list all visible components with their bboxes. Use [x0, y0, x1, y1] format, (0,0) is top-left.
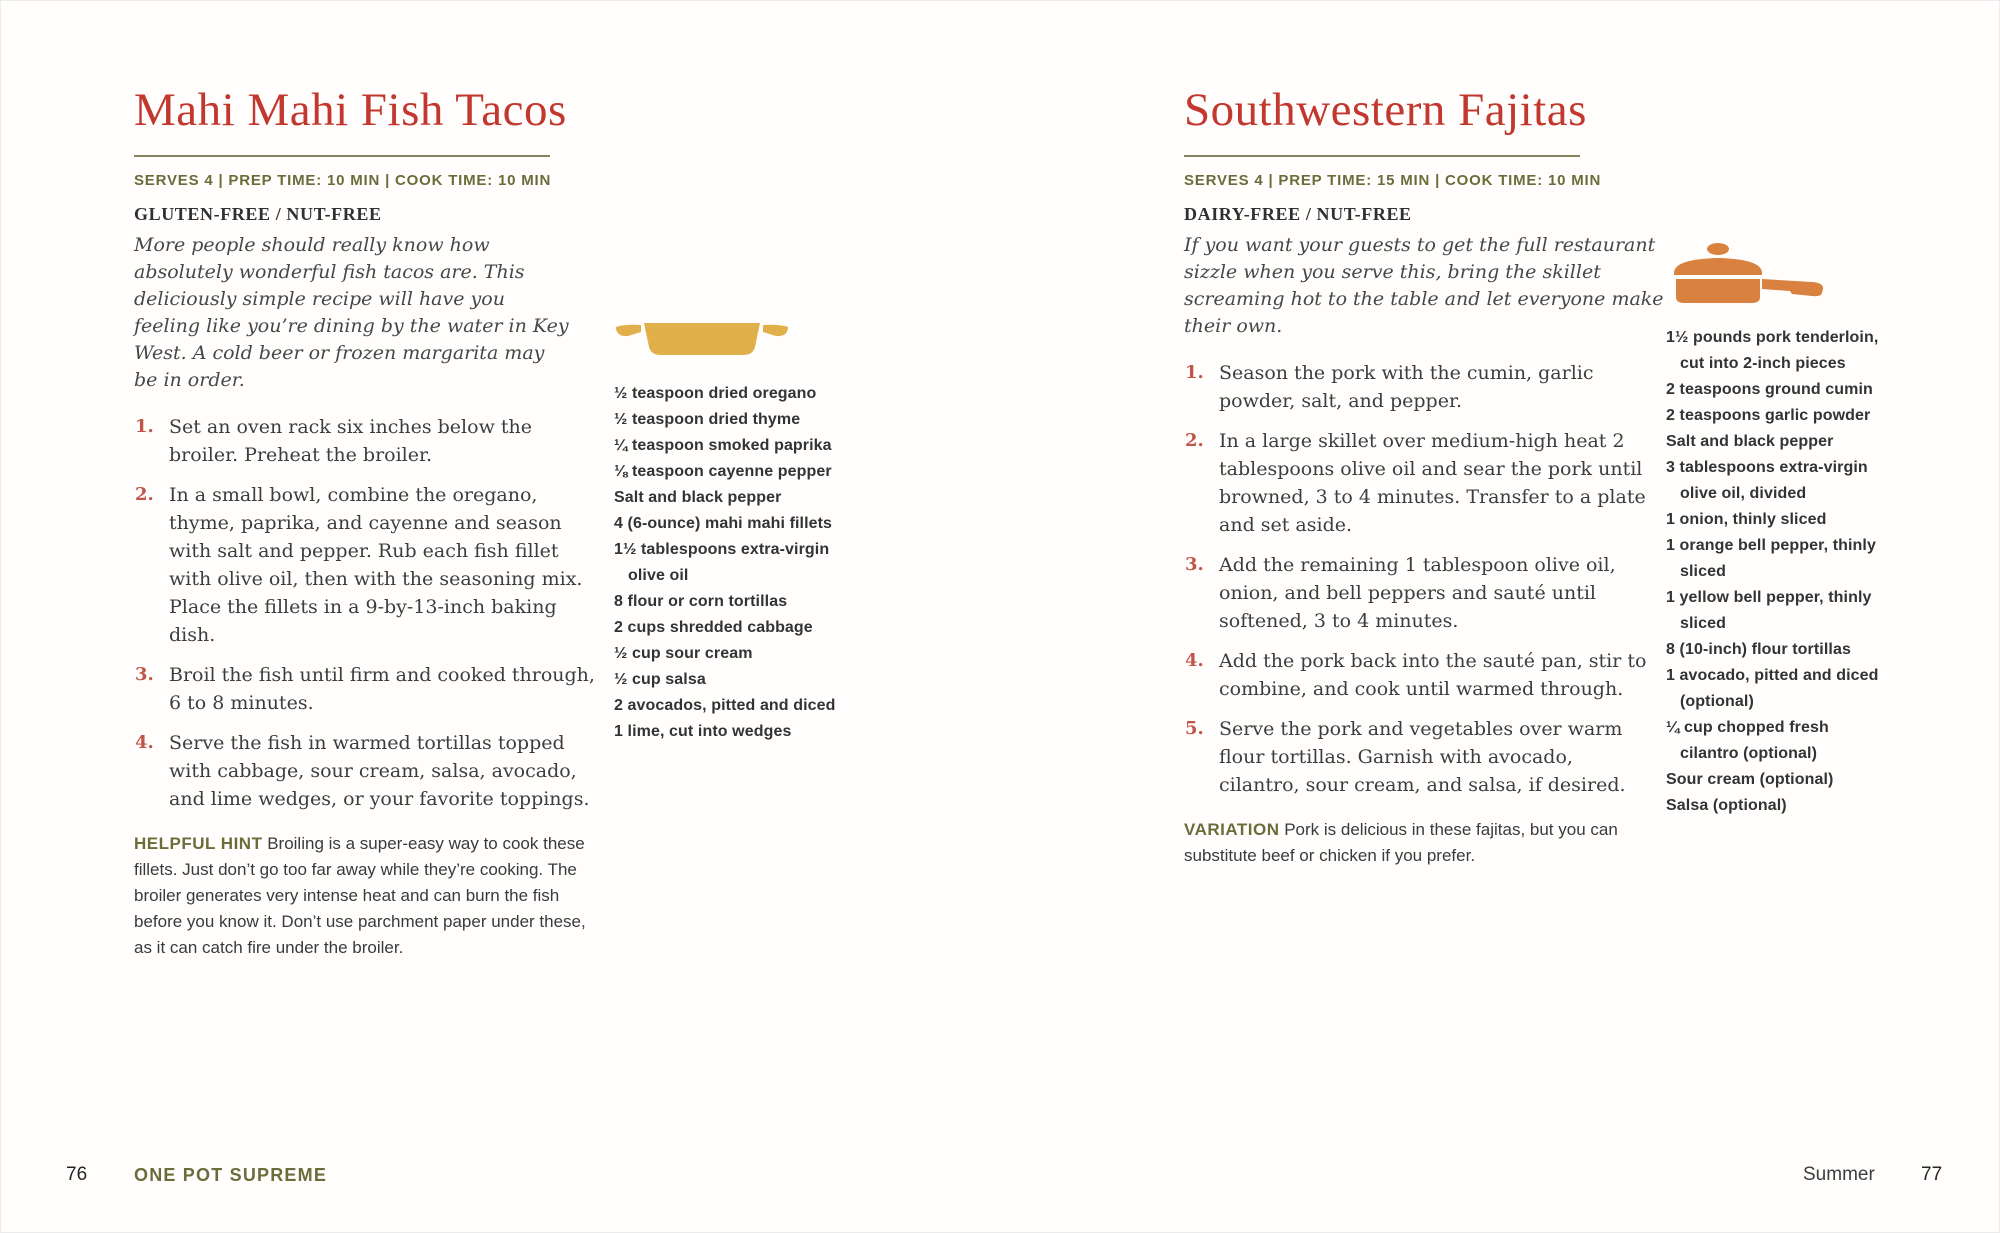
- book-title: ONE POT SUPREME: [134, 1165, 328, 1185]
- ingredient-item: Salsa (optional): [1666, 797, 1787, 814]
- recipe-left-main-column: [134, 86, 604, 978]
- ingredient-item: 1 avocado, pitted and diced (optional): [1666, 667, 1879, 710]
- ingredient-item: 1 lime, cut into wedges: [614, 723, 792, 740]
- instruction-step: Add the pork back into the sauté pan, stir to combine, and cook until warmed through.: [1219, 650, 1647, 701]
- ingredient-item: Salt and black pepper: [1666, 433, 1834, 450]
- ingredient-item: 2 cups shredded cabbage: [614, 619, 813, 636]
- recipe-right-main-column: [1184, 86, 1670, 886]
- ingredient-item: ½ cup salsa: [614, 671, 706, 688]
- ingredient-item: 1 onion, thinly sliced: [1666, 511, 1827, 528]
- title-divider: [1184, 155, 1580, 157]
- ingredients-column-left: [614, 319, 836, 745]
- ingredient-item: Salt and black pepper: [614, 489, 782, 506]
- ingredient-item: 2 teaspoons garlic powder: [1666, 407, 1871, 424]
- page-number-right: 77: [1921, 1164, 1943, 1185]
- recipe-intro: If you want your guests to get the full restaurant sizzle when you serve this, bring the skillet screaming hot to the table and let everyone make their own.: [1184, 234, 1664, 338]
- instruction-step: Season the pork with the cumin, garlic powder, salt, and pepper.: [1219, 362, 1594, 413]
- instruction-step: Add the remaining 1 tablespoon olive oil, onion, and bell peppers and sauté until softened, 3 to 4 minutes.: [1219, 554, 1616, 633]
- recipe-title: Mahi Mahi Fish Tacos: [134, 84, 567, 136]
- ingredient-item: ½ teaspoon dried oregano: [614, 385, 817, 402]
- ingredients-column-right: [1666, 241, 1888, 819]
- instructions-list: [134, 413, 599, 813]
- variation-note: [1184, 817, 1654, 869]
- recipe-meta-line: SERVES 4 | PREP TIME: 15 MIN | COOK TIME: 10 MIN: [1184, 172, 1602, 190]
- diet-labels: GLUTEN-FREE / NUT-FREE: [134, 204, 382, 225]
- helpful-hint: [134, 831, 596, 961]
- page-number-left: 76: [66, 1164, 88, 1185]
- ingredient-item: ⅛ teaspoon cayenne pepper: [614, 463, 832, 480]
- ingredient-item: 8 (10-inch) flour tortillas: [1666, 641, 1851, 658]
- recipe-meta-line: SERVES 4 | PREP TIME: 10 MIN | COOK TIME: 10 MIN: [134, 172, 552, 190]
- instruction-step: Serve the pork and vegetables over warm flour tortillas. Garnish with avocado, cilantro, sour cream, and salsa, if desired.: [1219, 718, 1626, 797]
- note-text: Broiling is a super-easy way to cook these fillets. Just don’t go too far away while they’re cooking. The broiler generates very intense heat and can burn the fish before you know it. Don’t use parchment paper under these, as it can catch fire under the broiler.: [134, 834, 586, 958]
- instructions-list: [1184, 359, 1656, 799]
- ingredient-item: ½ cup sour cream: [614, 645, 753, 662]
- ingredient-item: 1 orange bell pepper, thinly sliced: [1666, 537, 1876, 580]
- ingredient-item: 3 tablespoons extra-virgin olive oil, divided: [1666, 459, 1868, 502]
- ingredient-item: 8 flour or corn tortillas: [614, 593, 788, 610]
- ingredient-item: ½ teaspoon dried thyme: [614, 411, 801, 428]
- ingredient-item: 2 teaspoons ground cumin: [1666, 381, 1873, 398]
- ingredient-item: 4 (6-ounce) mahi mahi fillets: [614, 515, 833, 532]
- ingredient-item: 1½ pounds pork tenderloin, cut into 2-inch pieces: [1666, 329, 1879, 372]
- instruction-step: Set an oven rack six inches below the broiler. Preheat the broiler.: [169, 416, 532, 467]
- ingredient-item: ¼ cup chopped fresh cilantro (optional): [1666, 719, 1829, 762]
- note-label: HELPFUL HINT: [134, 834, 263, 854]
- title-divider: [134, 155, 550, 157]
- ingredient-item: Sour cream (optional): [1666, 771, 1834, 788]
- covered-skillet-icon: [1666, 241, 1834, 305]
- instruction-step: Serve the fish in warmed tortillas topped with cabbage, sour cream, salsa, avocado, and lime wedges, or your favorite toppings.: [169, 732, 590, 811]
- season-section-label: Summer: [1803, 1164, 1875, 1185]
- ingredient-item: 1 yellow bell pepper, thinly sliced: [1666, 589, 1872, 632]
- recipe-title: Southwestern Fajitas: [1184, 84, 1587, 136]
- instruction-step: Broil the fish until firm and cooked through, 6 to 8 minutes.: [169, 664, 595, 715]
- baking-dish-icon: [614, 319, 790, 357]
- diet-labels: DAIRY-FREE / NUT-FREE: [1184, 204, 1412, 225]
- ingredient-item: 2 avocados, pitted and diced: [614, 697, 836, 714]
- ingredient-item: ¼ teaspoon smoked paprika: [614, 437, 832, 454]
- ingredient-item: 1½ tablespoons extra-virgin olive oil: [614, 541, 830, 584]
- note-label: VARIATION: [1184, 820, 1280, 840]
- instruction-step: In a large skillet over medium-high heat 2 tablespoons olive oil and sear the pork until browned, 3 to 4 minutes. Transfer to a plate and set aside.: [1219, 430, 1646, 537]
- recipe-intro: More people should really know how absolutely wonderful fish tacos are. This deliciously simple recipe will have you feeling like you’re dining by the water in Key West. A cold beer or frozen margarita may be in order.: [134, 234, 569, 392]
- instruction-step: In a small bowl, combine the oregano, thyme, paprika, and cayenne and season with salt and pepper. Rub each fish fillet with olive oil, then with the seasoning mix. Place the fillets in a 9-by-13-inch baking dish.: [169, 484, 583, 647]
- note-text: Pork is delicious in these fajitas, but you can substitute beef or chicken if you prefer.: [1184, 820, 1618, 866]
